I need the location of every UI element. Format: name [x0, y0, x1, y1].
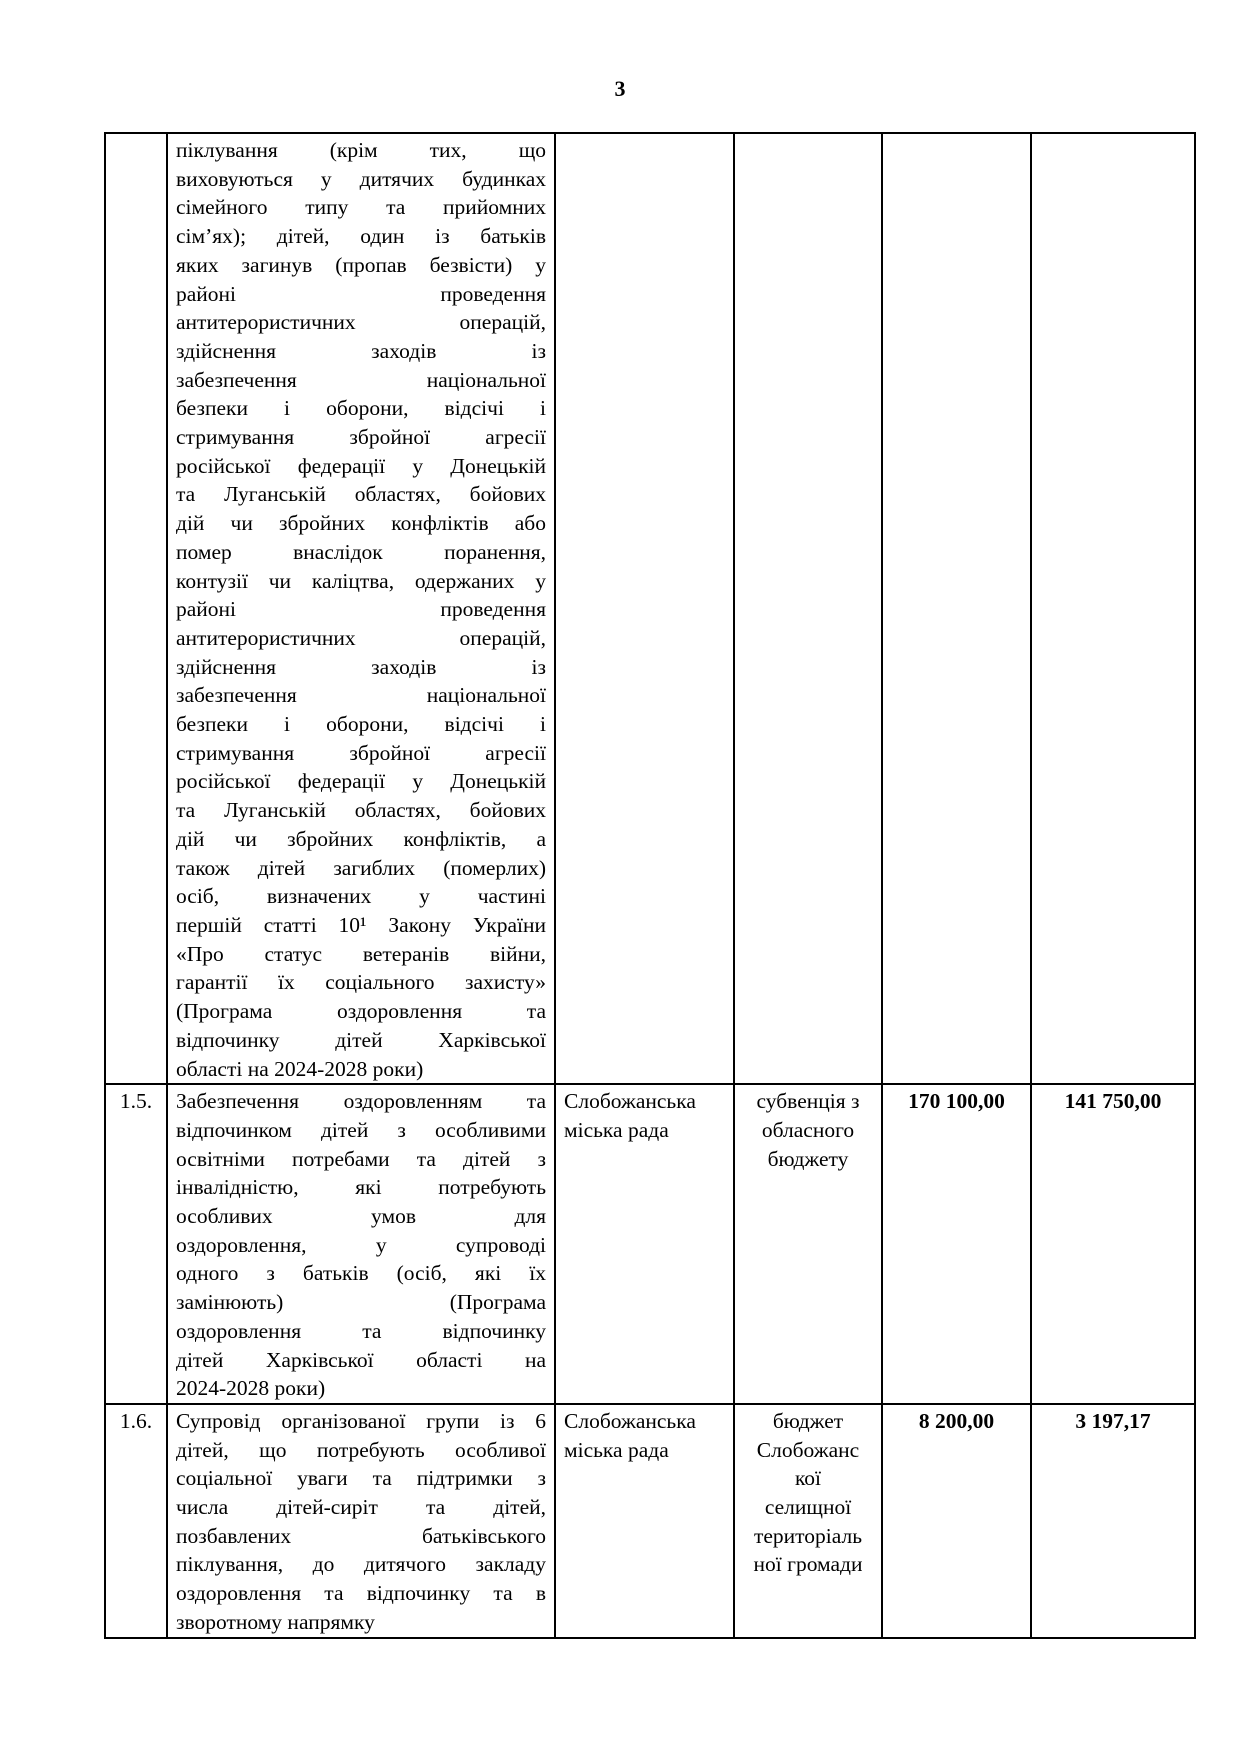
funding-source-line: бюджету	[767, 1146, 849, 1171]
funding-source-cell	[734, 133, 882, 1084]
funding-source-line: бюджет	[772, 1408, 844, 1433]
description-line: районі проведення	[176, 281, 546, 306]
description-line: російської федерації у Донецькій	[176, 769, 546, 794]
funding-source-line: обласного	[761, 1117, 855, 1142]
description-line: соціальної уваги та підтримки з	[176, 1466, 546, 1491]
row-number	[105, 133, 167, 1084]
row-number: 1.6.	[105, 1404, 167, 1638]
description-line: оздоровлення, у супроводі	[176, 1232, 546, 1257]
description-line: антитерористичних операцій,	[176, 310, 546, 335]
measure-description	[167, 1084, 555, 1404]
executor-cell: Слобожанська міська рада	[555, 1404, 734, 1638]
executor-cell	[555, 133, 734, 1084]
description-line: безпеки і оборони, відсічі і	[176, 712, 546, 737]
description-line: (Програма оздоровлення та	[176, 999, 546, 1024]
description-line: першій статті 10¹ Закону України	[176, 912, 546, 937]
description-line: піклування, до дитячого закладу	[176, 1552, 546, 1577]
row-number: 1.5.	[105, 1084, 167, 1404]
funding-source-line: ної громади	[753, 1552, 863, 1577]
description-line: замінюють) (Програма	[176, 1290, 546, 1315]
page-number: 3	[614, 76, 626, 101]
description-line: 2024-2028 роки)	[176, 1376, 326, 1401]
planned-amount: 170 100,00	[882, 1084, 1031, 1404]
description-line: яких загинув (пропав безвісти) у	[176, 252, 546, 277]
description-line: осіб, визначених у частині	[176, 884, 546, 909]
description-line: особливих умов для	[176, 1204, 546, 1229]
measure-description	[167, 133, 555, 1084]
funding-source-cell	[734, 1404, 882, 1638]
description-line: сімейного типу та прийомних	[176, 195, 546, 220]
description-line: дій чи збройних конфліктів або	[176, 511, 546, 536]
table-row	[105, 133, 1195, 1084]
description-line: контузії чи каліцтва, одержаних у	[176, 568, 546, 593]
description-line: відпочинку дітей Харківської	[176, 1027, 546, 1052]
planned-amount	[882, 133, 1031, 1084]
description-line: антитерористичних операцій,	[176, 625, 546, 650]
description-line: здійснення заходів із	[176, 654, 546, 679]
description-line: стримування збройної агресії	[176, 740, 546, 765]
funding-source-line: кої	[794, 1466, 822, 1491]
description-line: здійснення заходів із	[176, 338, 546, 363]
description-line: дітей, що потребують особливої	[176, 1437, 546, 1462]
description-line: гарантії їх соціального захисту»	[176, 970, 546, 995]
description-line: числа дітей-сиріт та дітей,	[176, 1495, 546, 1520]
description-line: оздоровлення та відпочинку	[176, 1318, 546, 1343]
description-line: зворотному напрямку	[176, 1609, 375, 1634]
description-line: Супровід організованої групи із 6	[176, 1408, 546, 1433]
description-line: та Луганській областях, бойових	[176, 482, 546, 507]
description-line: стримування збройної агресії	[176, 425, 546, 450]
planned-amount: 8 200,00	[882, 1404, 1031, 1638]
description-line: освітніми потребами та дітей з	[176, 1146, 546, 1171]
description-line: піклування (крім тих, що	[176, 138, 546, 162]
description-line: також дітей загиблих (померлих)	[176, 855, 546, 880]
description-line: російської федерації у Донецькій	[176, 453, 546, 478]
description-line: Забезпечення оздоровленням та	[176, 1089, 546, 1114]
description-line: безпеки і оборони, відсічі і	[176, 396, 546, 421]
description-line: районі проведення	[176, 597, 546, 622]
measure-description	[167, 1404, 555, 1638]
description-line: виховуються у дитячих будинках	[176, 166, 546, 191]
executor-cell: Слобожанська міська рада	[555, 1084, 734, 1404]
description-line: забезпечення національної	[176, 683, 546, 708]
description-line: та Луганській областях, бойових	[176, 798, 546, 823]
description-line: позбавлених батьківського	[176, 1523, 546, 1548]
description-line: «Про статус ветеранів війни,	[176, 941, 546, 966]
description-line: відпочинком дітей з особливими	[176, 1117, 546, 1142]
table-row	[105, 1404, 1195, 1638]
description-line: дій чи збройних конфліктів, а	[176, 826, 546, 851]
description-line: області на 2024-2028 роки)	[176, 1056, 424, 1081]
funding-source-line: субвенція з	[756, 1089, 860, 1114]
actual-amount: 141 750,00	[1031, 1084, 1195, 1404]
description-line: помер внаслідок поранення,	[176, 539, 546, 564]
funding-source-line: територіаль	[753, 1523, 863, 1548]
description-line: забезпечення національної	[176, 367, 546, 392]
actual-amount	[1031, 133, 1195, 1084]
table-row	[105, 1084, 1195, 1404]
funding-source-line: Слобожанс	[756, 1437, 860, 1462]
program-measures-table	[104, 132, 1196, 1639]
actual-amount: 3 197,17	[1031, 1404, 1195, 1638]
description-line: інвалідністю, які потребують	[176, 1175, 546, 1200]
funding-source-line: селищної	[764, 1495, 852, 1520]
description-line: дітей Харківської області на	[176, 1347, 546, 1372]
description-line: оздоровлення та відпочинку та в	[176, 1581, 546, 1606]
funding-source-cell	[734, 1084, 882, 1404]
description-line: сім’ях); дітей, один із батьків	[176, 224, 546, 249]
description-line: одного з батьків (осіб, які їх	[176, 1261, 546, 1286]
